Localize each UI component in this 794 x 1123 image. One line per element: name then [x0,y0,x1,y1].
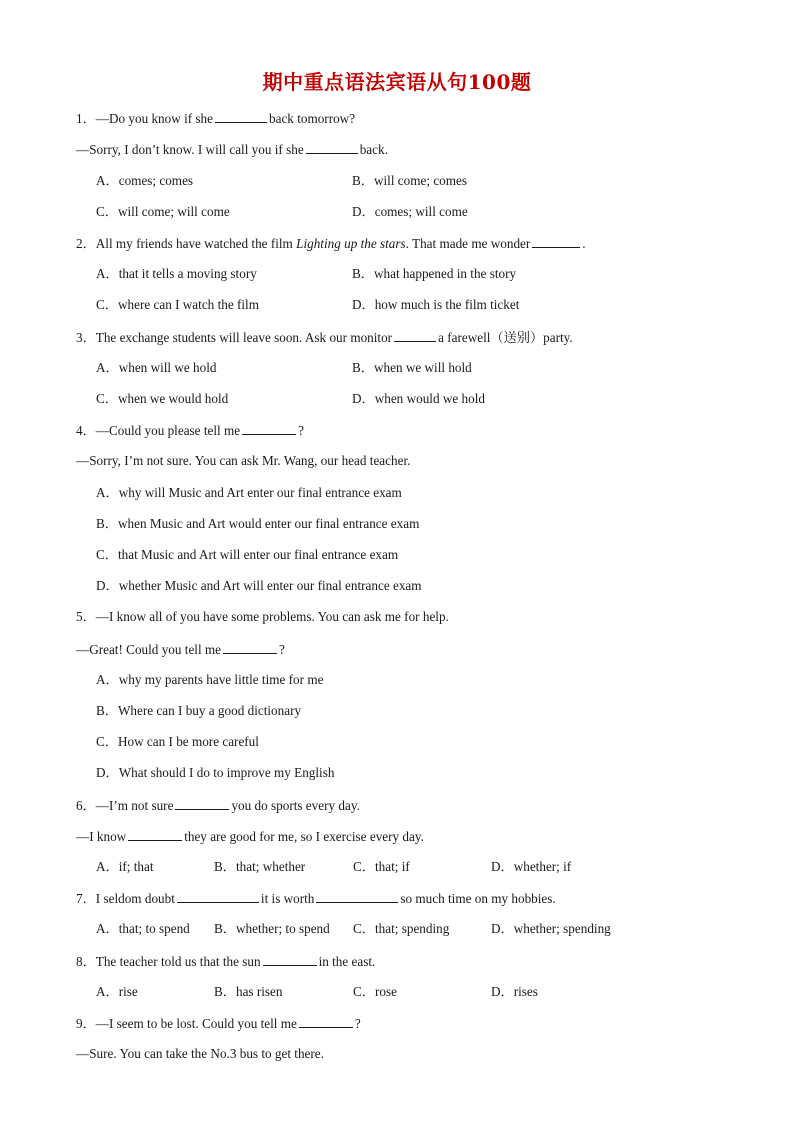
answer-blank [299,1015,353,1028]
option-d: D．What should I do to improve my English [96,765,335,780]
option-b: B．when Music and Art would enter our final entrance exam [96,516,420,531]
reply-text: back. [359,142,388,157]
answer-blank [242,422,296,435]
question-text: 7．I seldom doubt [76,891,175,906]
question-5: 5．—I know all of you have some problems. You can ask me for help. [76,609,449,624]
question-8 [76,953,375,970]
option-b: B．that; whether [214,859,306,874]
question-text: it is worth [260,891,315,906]
question-text: ? [298,423,304,438]
option-b: B．will come; comes [352,173,468,188]
option-c: C．that; spending [353,921,450,936]
option-d: D．whether; if [491,859,572,874]
option-d: D．whether; spending [491,921,611,936]
option-c: C．that Music and Art will enter our final entrance exam [96,547,399,562]
reply-text: they are good for me, so I exercise every day. [184,829,424,844]
option-a: A．why will Music and Art enter our final entrance exam [96,485,402,500]
page-title: 期中重点语法宾语从句100题 [262,70,532,94]
reply-text: —Sorry, I don’t know. I will call you if she [76,142,304,157]
answer-blank [223,641,277,654]
option-a: A．that it tells a moving story [96,266,257,281]
question-1 [76,110,355,127]
option-a: A．why my parents have little time for me [96,672,324,687]
answer-blank [175,797,229,810]
option-a: A．that; to spend [96,921,190,936]
question-text: 4．—Could you please tell me [76,423,241,438]
question-text: a farewell（送别）party. [438,330,573,345]
question-text: 9．—I seem to be lost. Could you tell me [76,1016,297,1031]
option-c: C．that; if [353,859,410,874]
question-text: you do sports every day. [231,798,360,813]
question-4 [76,422,304,439]
question-text: in the east. [318,954,376,969]
answer-blank [215,110,267,123]
question-6-reply [76,828,424,845]
option-a: A．comes; comes [96,173,194,188]
question-text: 6．—I’m not sure [76,798,174,813]
question-1-reply [76,141,388,158]
answer-blank [128,828,182,841]
question-text: 3．The exchange students will leave soon. Ask our monitor [76,330,393,345]
option-b: B．Where can I buy a good dictionary [96,703,302,718]
option-d: D．how much is the film ticket [352,297,520,312]
question-9 [76,1015,361,1032]
question-9-reply: —Sure. You can take the No.3 bus to get there. [76,1046,324,1061]
question-text: 8．The teacher told us that the sun [76,954,261,969]
film-title: Lighting up the stars [296,236,406,251]
question-text: ? [354,1016,361,1031]
option-a: A．when will we hold [96,360,217,375]
option-a: A．if; that [96,859,154,874]
option-b: B．what happened in the story [352,266,517,281]
reply-text: —Great! Could you tell me [76,642,222,657]
question-text: so much time on my hobbies. [400,891,556,906]
question-6 [76,797,360,814]
answer-blank [316,890,398,903]
question-text: 1．—Do you know if she [76,111,213,126]
question-text: back tomorrow? [269,111,356,126]
reply-text: ? [279,642,285,657]
question-5-reply [76,641,285,658]
question-text: 2．All my friends have watched the film [76,236,293,251]
answer-blank [306,141,358,154]
option-d: D．comes; will come [352,204,468,219]
option-c: C．where can I watch the film [96,297,259,312]
option-c: C．when we would hold [96,391,229,406]
option-d: D．whether Music and Art will enter our final entrance exam [96,578,422,593]
answer-blank [532,235,580,248]
option-c: C．will come; will come [96,204,230,219]
question-text: . That made me wonder [405,236,531,251]
reply-text: —I know [76,829,127,844]
question-3 [76,329,573,346]
option-c: C．How can I be more careful [96,734,259,749]
question-2 [76,235,586,252]
question-text: . [582,236,586,251]
option-b: B．when we will hold [352,360,472,375]
option-b: B．whether; to spend [214,921,330,936]
answer-blank [394,329,436,342]
option-d: D．rises [491,984,538,999]
question-4-reply: —Sorry, I’m not sure. You can ask Mr. Wang, our head teacher. [76,453,411,468]
question-7 [76,890,556,907]
option-b: B．has risen [214,984,283,999]
option-c: C．rose [353,984,397,999]
answer-blank [177,890,259,903]
option-d: D．when would we hold [352,391,485,406]
answer-blank [263,953,317,966]
option-a: A．rise [96,984,138,999]
